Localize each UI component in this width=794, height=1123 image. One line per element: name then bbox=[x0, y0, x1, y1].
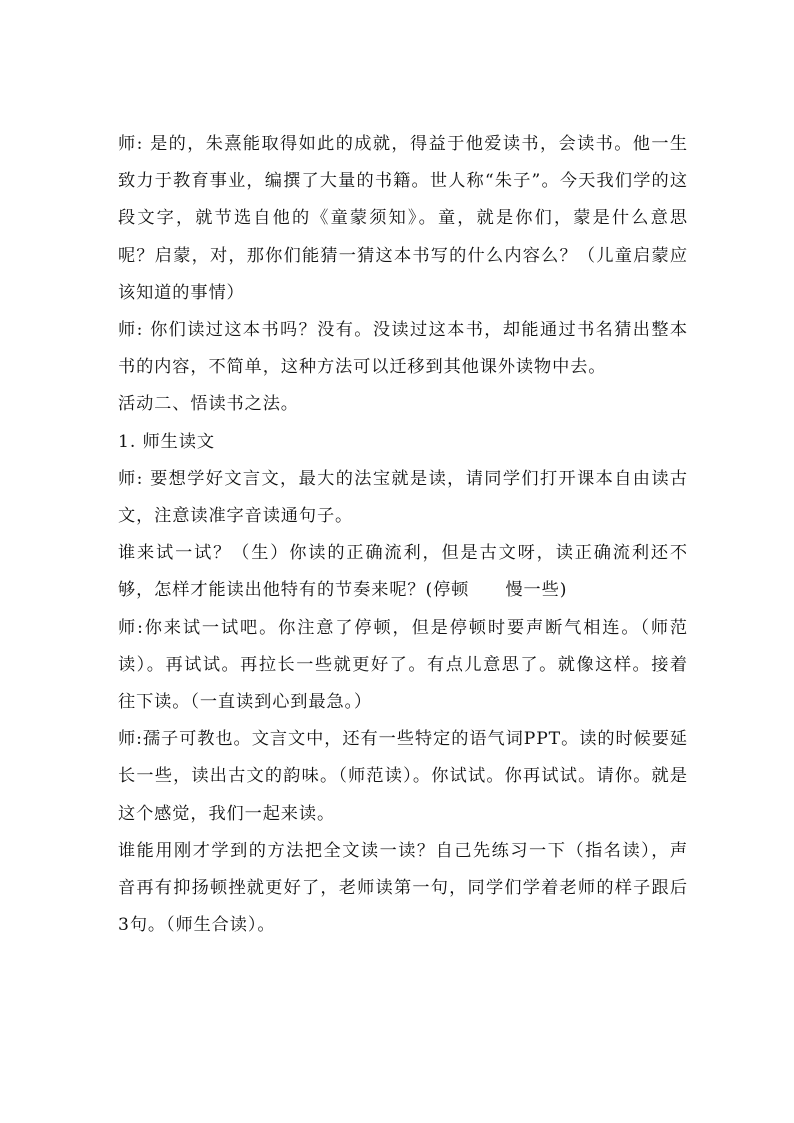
paragraph-teacher-pause: 师:你来试一试吧。你注意了停顿，但是停顿时要声断气相连。（师范读）。再试试。再拉长一些就更好了。有点儿意思了。就像这样。接着往下读。（一直读到心到最急。） bbox=[118, 617, 688, 713]
paragraph-who-tries: 谁来试一试？（生）你读的正确流利，但是古文呀，读正确流利还不够，怎样才能读出他特有的节奏来呢？(停顿 慢一些) bbox=[118, 543, 688, 601]
subheading-teacher-student-reading: 1. 师生读文 bbox=[118, 431, 215, 452]
paragraph-read-whole-text: 谁能用刚才学到的方法把全文读一读？自己先练习一下（指名读），声音再有抑扬顿挫就更好了，老师读第一句，同学们学着老师的样子跟后3句。（师生合读）。 bbox=[118, 840, 688, 936]
section-heading-activity-two: 活动二、悟读书之法。 bbox=[118, 394, 299, 415]
paragraph-teacher-read-book: 师: 你们读过这本书吗？没有。没读过这本书，却能通过书名猜出整本书的内容，不简单，这种方法可以迁移到其他课外读物中去。 bbox=[118, 320, 688, 378]
document-page bbox=[118, 126, 688, 944]
paragraph-teacher-free-reading: 师: 要想学好文言文，最大的法宝就是读，请同学们打开课本自由读古文，注意读准字音读通句子。 bbox=[118, 468, 688, 527]
paragraph-teacher-zhuxi: 师: 是的，朱熹能取得如此的成就，得益于他爱读书，会读书。他一生致力于教育事业，编撰了大量的书籍。世人称“朱子”。今天我们学的这段文字，就节选自他的《童蒙须知》。童，就是你们，蒙是什么意思呢？启蒙，对，那你们能猜一猜这本书写的什么内容么？（儿童启蒙应该知道的事情） bbox=[118, 134, 688, 303]
paragraph-teacher-modal-words: 师:孺子可教也。文言文中，还有一些特定的语气词PPT。读的时候要延长一些，读出古文的韵味。（师范读）。你试试。你再试试。请你。就是这个感觉，我们一起来读。 bbox=[118, 729, 688, 824]
